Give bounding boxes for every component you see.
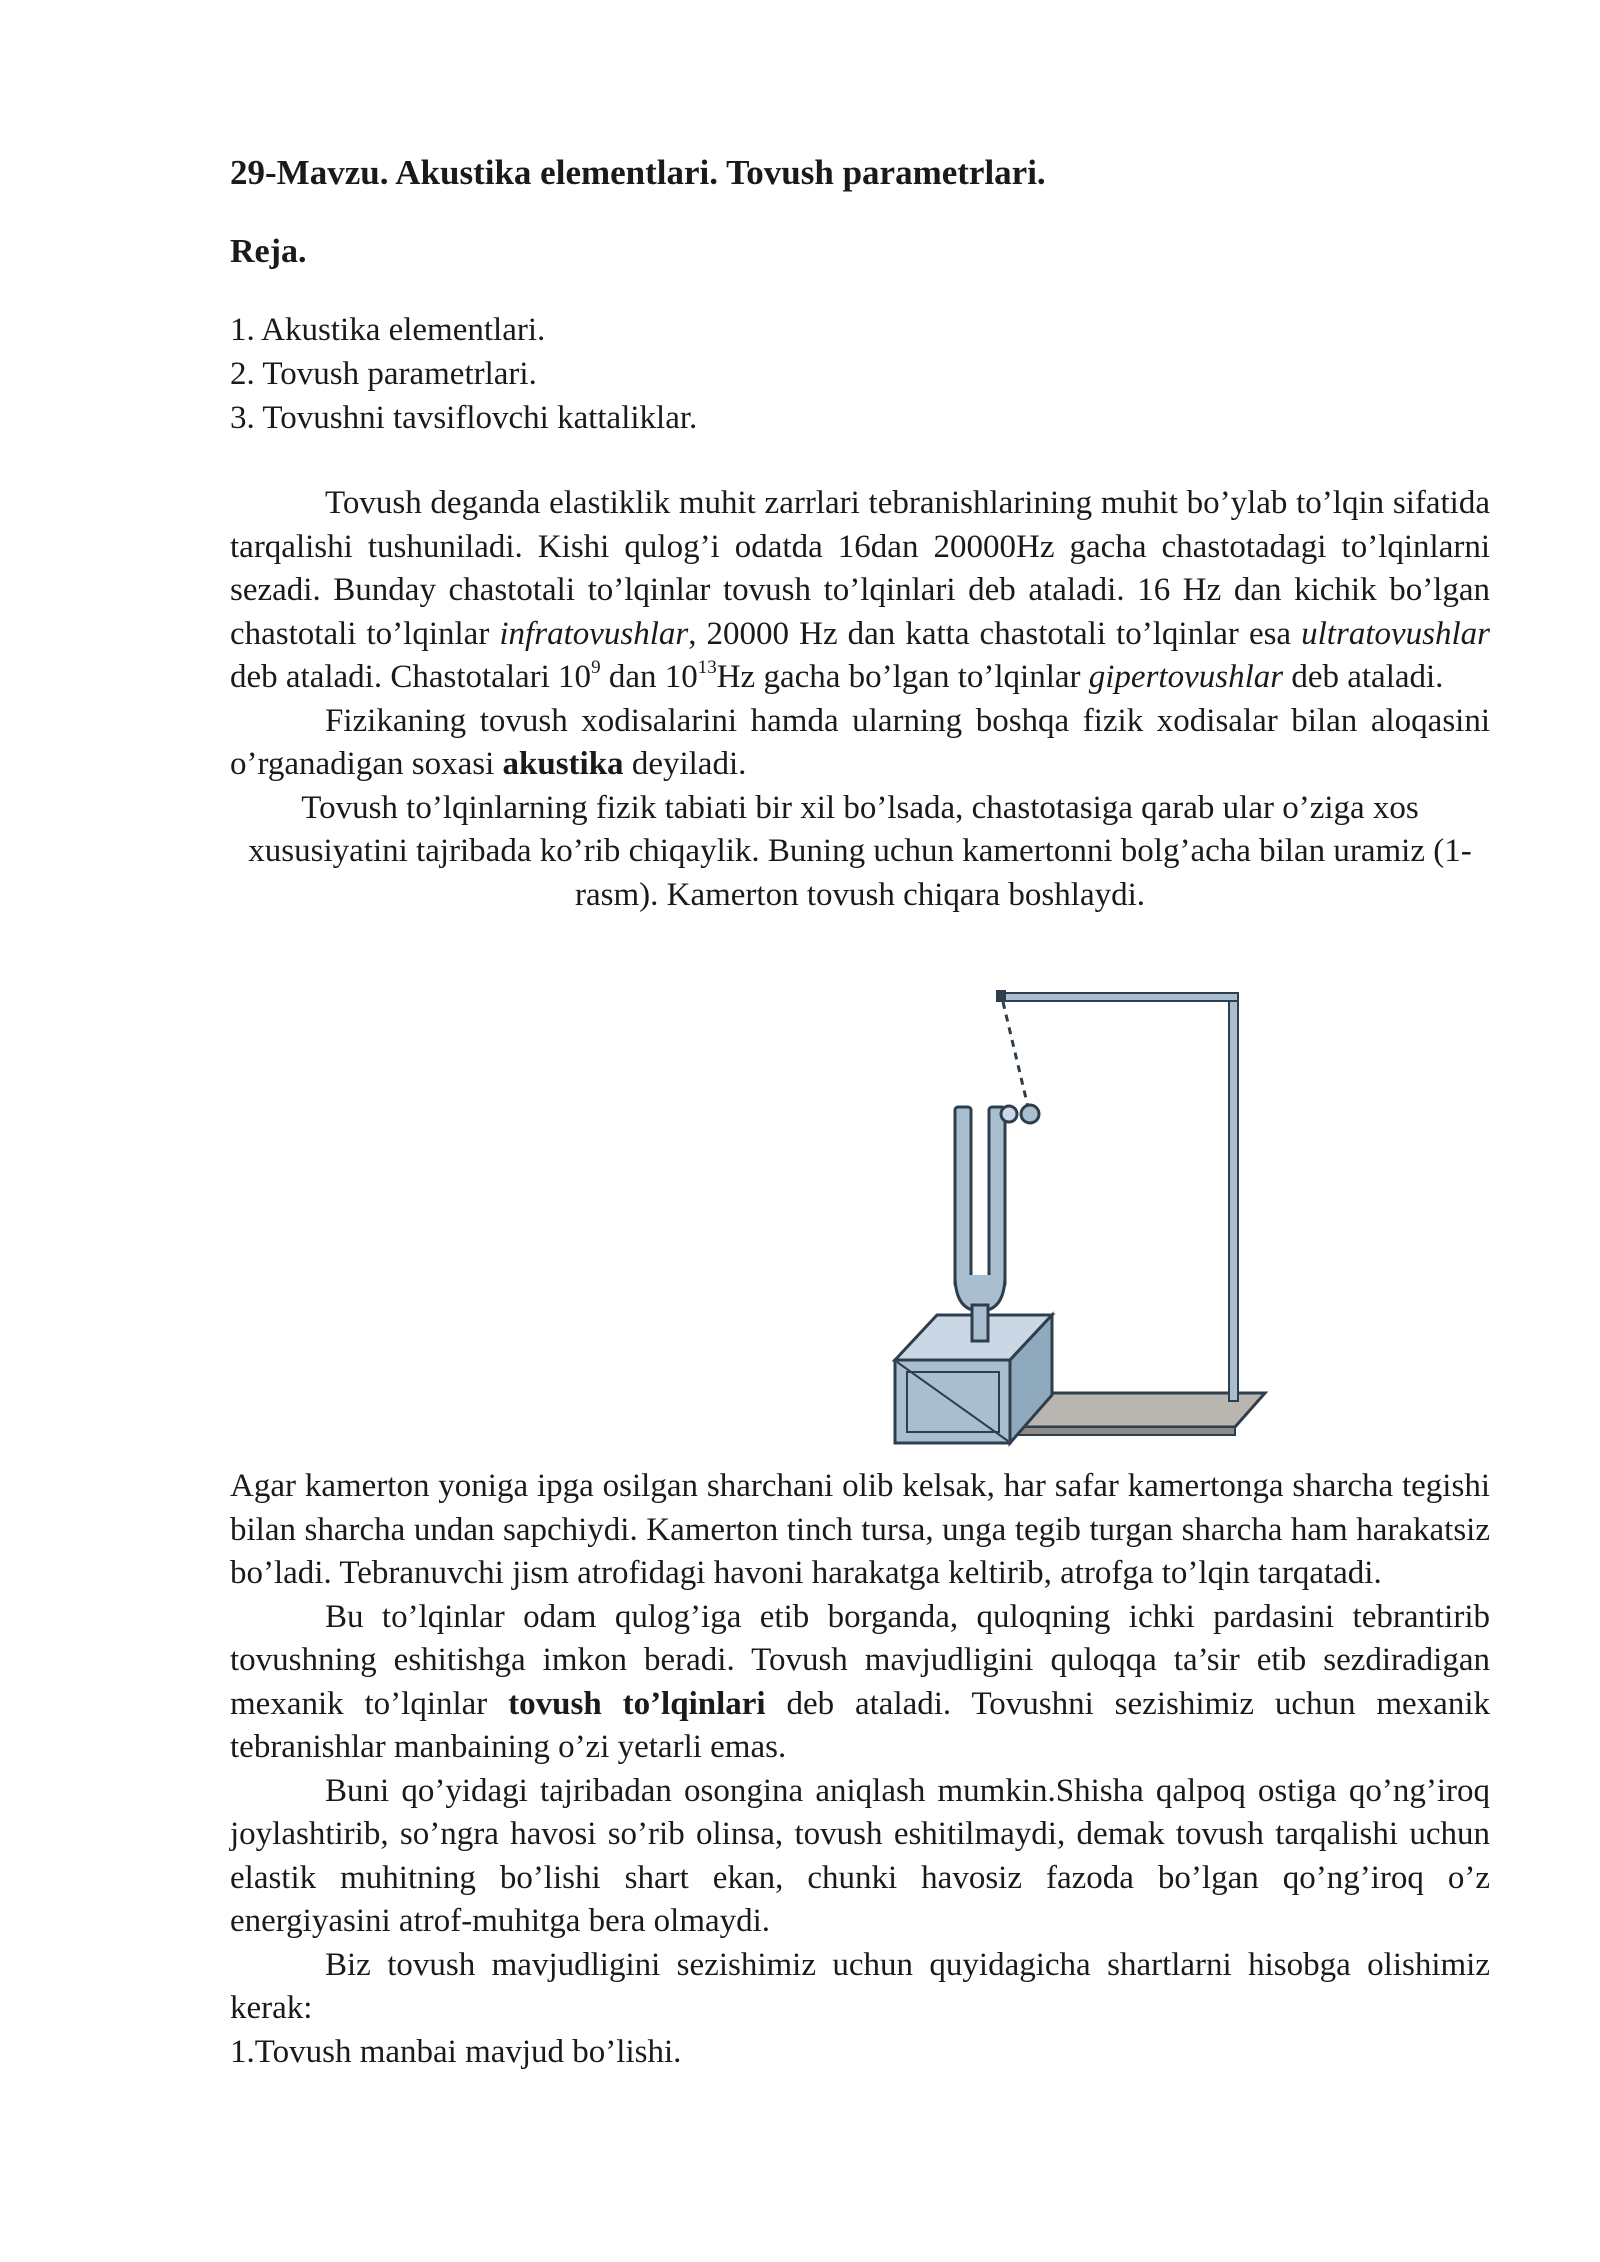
pendulum-ball (1021, 1105, 1039, 1123)
tuning-fork-figure (885, 965, 1315, 1465)
tuning-fork (955, 1106, 1017, 1341)
term-infrasound: infratovushlar (499, 615, 689, 652)
paragraph-conditions: Biz tovush mavjudligini sezishimiz uchun quyidagicha shartlarni hisobga olishimiz kerak: (230, 1946, 1490, 2026)
paragraph-acoustics: Fizikaning tovush xodisalarini hamda ularning boshqa fizik xodisalar bilan aloqasini o’rganadigan soxasi akustika deyiladi. (230, 702, 1490, 782)
paragraph-sound-waves: Bu to’lqinlar odam qulog’iga etib borganda, quloqning ichki pardasini tebrantirib tovushning eshitishga imkon beradi. Tovush mavjudligini quloqqa ta’sir etib sezdiradigan mexanik to’lqinlar tovush to’lqinlari deb ataladi. Tovushni sezishimiz uchun mexanik tebranishlar manbaining o’zi yetarli emas. (230, 1598, 1490, 1765)
paragraph-bell-jar: Buni qo’yidagi tajribadan osongina aniqlash mumkin.Shisha qalpoq ostiga qo’ng’iroq joylashtirib, so’ngra havosi so’rib olinsa, tovush eshitilmaydi, demak tovush tarqalishi uchun elastik muhitning bo’lishi shart ekan, chunki havosiz fazoda bo’lgan qo’ng’iroq o’z energiyasini atrof-muhitga bera olmaydi. (230, 1772, 1490, 1939)
condition-item: 1.Tovush manbai mavjud bo’lishi. (230, 2033, 682, 2070)
pendulum-string (1003, 1002, 1028, 1107)
paragraph-sound-definition: Tovush deganda elastiklik muhit zarrlari tebranishlarining muhit bo’ylab to’lqin sifatida tarqalishi tushuniladi. Kishi qulog’i odatda 16dan 20000Hz gacha chastotadagi to’lqinlarni sezadi. Bunday chastotali to’lqinlar tovush to’lqinlari deb ataladi. 16 Hz dan kichik bo’lgan chastotali to’lqinlar infratovushlar, 20000 Hz dan katta chastotali to’lqinlar esa ultratovushlar deb ataladi. Chastotalari $10^9$ dan $10^{13}Hz$ gacha bo’lgan to’lqinlar gipertovushlar deb ataladi. (230, 485, 1490, 695)
term-ultrasound: ultratovushlar (1301, 615, 1490, 652)
paragraph-experiment: Tovush to’lqinlarning fizik tabiati bir xil bo’lsada, chastotasiga qarab ular o’ziga xos xususiyatini tajribada ko’rib chiqaylik. Buning uchun kamertonni bolg’acha bilan uramiz (1-rasm). Kamerton tovush chiqara boshlaydi. (248, 789, 1472, 913)
continuation-section (230, 1465, 1490, 2074)
plan-item: 2. Tovush parametrlari. (230, 356, 537, 392)
term-sound-waves: tovush to’lqinlari (508, 1685, 766, 1722)
plan-heading: Reja. (230, 233, 307, 270)
plan-item: 3. Tovushni tavsiflovchi kattaliklar. (230, 400, 698, 436)
plan-item: 1. Akustika elementlari. (230, 312, 546, 348)
term-acoustics: akustika (502, 746, 624, 782)
intro-section (230, 482, 1490, 917)
topic-heading: 29-Mavzu. Akustika elementlari. Tovush parametrlari. (230, 153, 1046, 192)
exponent: 13 (697, 657, 717, 678)
exponent: 9 (591, 657, 601, 678)
plan-list (230, 308, 697, 440)
term-hypersound: gipertovushlar (1088, 659, 1284, 695)
paragraph-pendulum: Agar kamerton yoniga ipga osilgan sharchani olib kelsak, har safar kamertonga sharcha tegishi bilan sharcha undan sapchiydi. Kamerton tinch tursa, unga tegib turgan sharcha ham harakatsiz bo’ladi. Tebranuvchi jism atrofidagi havoni harakatga keltirib, atrofga to’lqin tarqatadi. (230, 1468, 1490, 1591)
